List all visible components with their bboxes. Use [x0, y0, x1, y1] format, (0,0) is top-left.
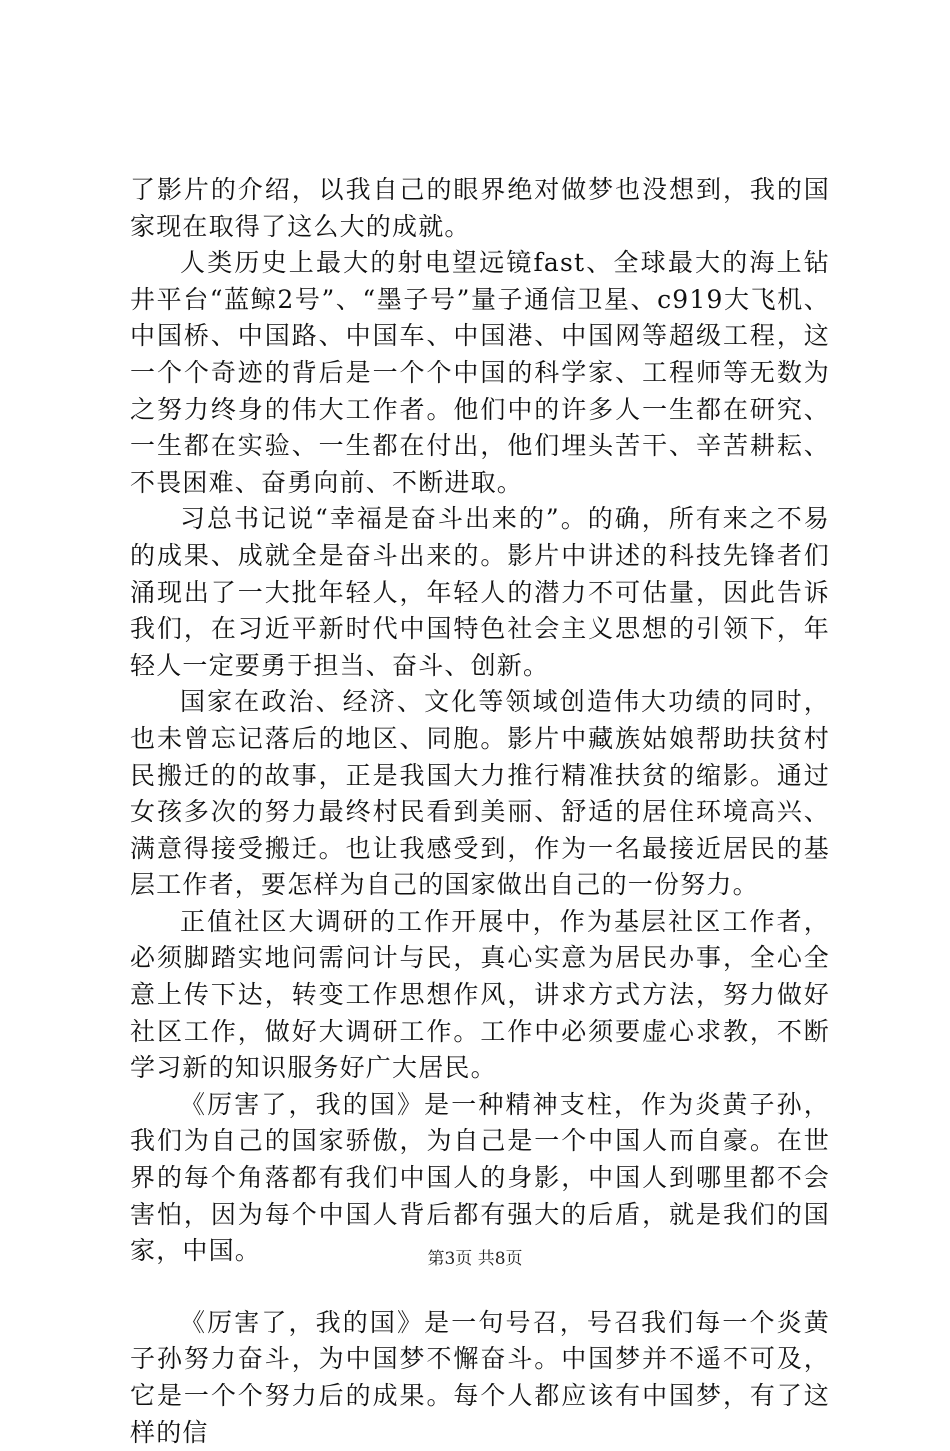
paragraph-2: 人类历史上最大的射电望远镜fast、全球最大的海上钻井平台“蓝鲸2号”、“墨子号”量子通信卫星、c919大飞机、中国桥、中国路、中国车、中国港、中国网等超级工程，这一个个奇迹的背后是一个个中国的科学家、工程师等无数为之努力终身的伟大工作者。他们中的许多人一生都在研究、一生都在实验、一生都在付出，他们埋头苦干、辛苦耕耘、不畏困难、奋勇向前、不断进取。: [130, 248, 830, 497]
paragraph-gap: [130, 1270, 830, 1305]
paragraph-5: 正值社区大调研的工作开展中，作为基层社区工作者，必须脚踏实地问需问计与民，真心实意为居民办事，全心全意上传下达，转变工作思想作风，讲求方式方法，努力做好社区工作，做好大调研工作。工作中必须要虚心求教，不断学习新的知识服务好广大居民。: [130, 906, 830, 1083]
paragraph-7: 《厉害了，我的国》是一句号召，号召我们每一个炎黄子孙努力奋斗，为中国梦不懈奋斗。中国梦并不遥不可及，它是一个个努力后的成果。每个人都应该有中国梦，有了这样的信: [130, 1307, 830, 1447]
page-number-footer: 第3页 共8页: [427, 1249, 523, 1269]
paragraph-3: 习总书记说“幸福是奋斗出来的”。的确，所有来之不易的成果、成就全是奋斗出来的。影片中讲述的科技先锋者们涌现出了一大批年轻人，年轻人的潜力不可估量，因此告诉我们，在习近平新时代中国特色社会主义思想的引领下，年轻人一定要勇于担当、奋斗、创新。: [130, 504, 830, 680]
paragraph-4: 国家在政治、经济、文化等领域创造伟大功绩的同时，也未曾忘记落后的地区、同胞。影片中藏族姑娘帮助扶贫村民搬迁的的故事，正是我国大力推行精准扶贫的缩影。通过女孩多次的努力最终村民看到美丽、舒适的居住环境高兴、满意得接受搬迁。也让我感受到，作为一名最接近居民的基层工作者，要怎样为自己的国家做出自己的一份努力。: [130, 687, 830, 900]
paragraph-6: 《厉害了，我的国》是一种精神支柱，作为炎黄子孙，我们为自己的国家骄傲，为自己是一个中国人而自豪。在世界的每个角落都有我们中国人的身影，中国人到哪里都不会害怕，因为每个中国人背后都有强大的后盾，就是我们的国家，中国。: [130, 1089, 830, 1266]
paragraph-1: 了影片的介绍，以我自己的眼界绝对做梦也没想到，我的国家现在取得了这么大的成就。: [130, 175, 830, 241]
